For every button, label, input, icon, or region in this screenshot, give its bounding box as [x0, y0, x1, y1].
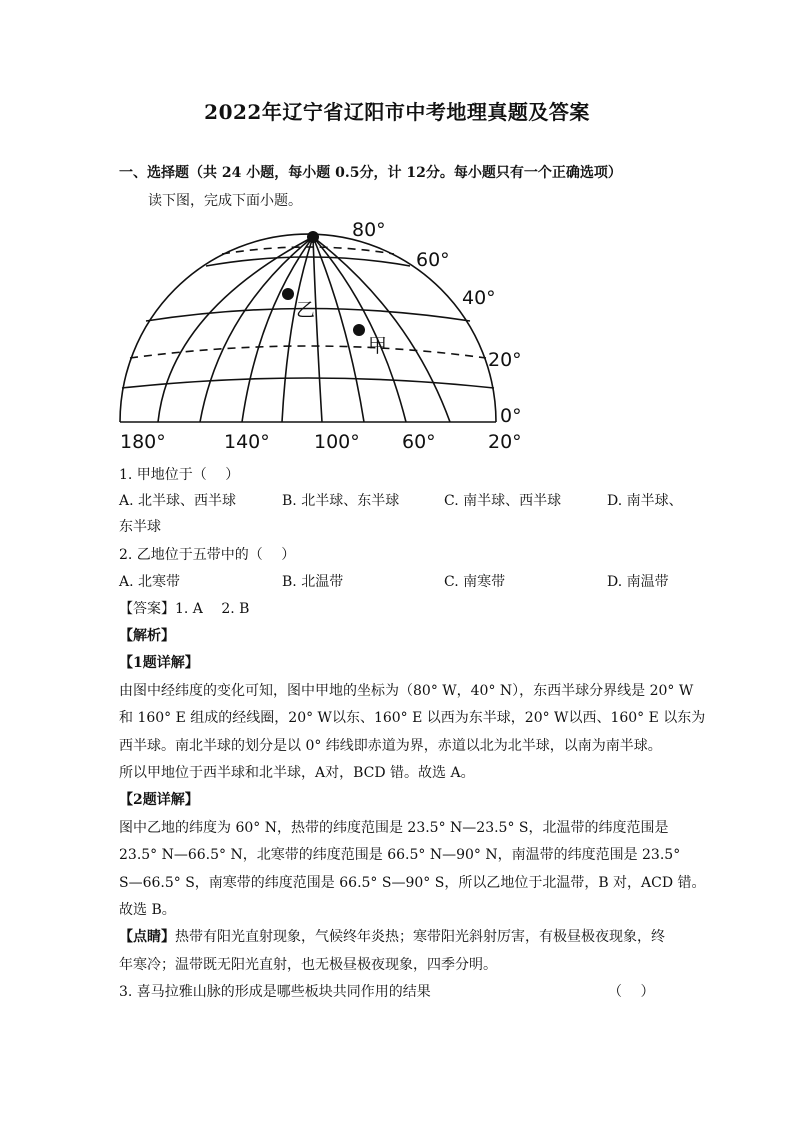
- detail2-line: 故选 B。: [119, 902, 176, 918]
- q1-option-c: C. 南半球、西半球: [444, 493, 562, 509]
- detail2-line: S—66.5° S，南寒带的纬度范围是 66.5° S—90° S，所以乙地位于北温带，B 对，ACD 错。: [119, 875, 706, 891]
- tip-line: 年寒冷；温带既无阳光直射，也无极昼极夜现象，四季分明。: [119, 957, 497, 973]
- parallel-line: [122, 378, 494, 388]
- detail2-label: 【2题详解】: [119, 792, 199, 808]
- section-heading: 一、选择题（共 24 小题，每小题 0.5分，计 12分。每小题只有一个正确选项）: [119, 165, 622, 181]
- q2-option-a: A. 北寒带: [119, 574, 181, 590]
- page-title: 2022年辽宁省辽阳市中考地理真题及答案: [204, 100, 590, 124]
- detail1-label: 【1题详解】: [119, 655, 199, 671]
- lon-label-100: 100°: [314, 431, 360, 453]
- intro-text: 读下图，完成下面小题。: [148, 193, 302, 209]
- q1-option-d: D. 南半球、: [607, 493, 683, 509]
- meridian-line: [282, 237, 316, 422]
- meridian-line: [158, 237, 316, 422]
- tip-text: 热带有阳光直射现象，气候终年炎热；寒带阳光斜射厉害，有极昼极夜现象，终: [175, 929, 665, 945]
- q1-option-b: B. 北半球、东半球: [282, 493, 400, 509]
- detail1-line: 所以甲地位于西半球和北半球，A对，BCD 错。故选 A。: [119, 765, 475, 781]
- point-yi-label: 乙: [296, 299, 316, 321]
- q3-stem: 3. 喜马拉雅山脉的形成是哪些板块共同作用的结果: [119, 984, 431, 1000]
- detail2-line: 图中乙地的纬度为 60° N，热带的纬度范围是 23.5° N—23.5° S，北温带的纬度范围是: [119, 820, 669, 836]
- q2-stem: 2. 乙地位于五带中的（ ）: [119, 547, 296, 563]
- lat-label-40: 40°: [462, 287, 496, 309]
- parallel-line: [206, 257, 410, 266]
- q2-option-b: B. 北温带: [282, 574, 344, 590]
- q1-option-d-cont: 东半球: [119, 519, 161, 535]
- answer-line: 【答案】1. A 2. B: [119, 601, 250, 617]
- q2-option-d: D. 南温带: [607, 574, 669, 590]
- q3-answer-paren: （ ）: [608, 984, 655, 1000]
- tip-line: [119, 928, 665, 946]
- hemisphere-map: [110, 212, 550, 457]
- meridian-line: [242, 237, 316, 422]
- detail1-line: 和 160° E 组成的经线圈，20° W以东、160° E 以西为东半球，20° W以西、160° E 以东为: [119, 710, 706, 726]
- lon-label-20: 20°: [488, 431, 522, 453]
- lat-label-60: 60°: [416, 249, 450, 271]
- q1-stem: 1. 甲地位于（ ）: [119, 467, 240, 483]
- detail1-line: 西半球。南北半球的划分是以 0° 纬线即赤道为界，赤道以北为北半球，以南为南半球。: [119, 738, 662, 754]
- tip-label: 【点睛】: [119, 929, 175, 945]
- point-jia-marker: [353, 324, 365, 336]
- lon-label-140: 140°: [224, 431, 270, 453]
- point-jia-label: 甲: [368, 335, 388, 357]
- detail2-line: 23.5° N—66.5° N，北寒带的纬度范围是 66.5° N—90° N，南温带的纬度范围是 23.5°: [119, 847, 681, 863]
- q2-option-c: C. 南寒带: [444, 574, 506, 590]
- detail1-line: 由图中经纬度的变化可知，图中甲地的坐标为（80° W，40° N），东西半球分界线是 20° W: [119, 683, 694, 699]
- lon-label-180: 180°: [120, 431, 166, 453]
- lon-label-60: 60°: [402, 431, 436, 453]
- meridian-line: [313, 237, 322, 422]
- lat-label-80: 80°: [352, 219, 386, 241]
- q1-option-a: A. 北半球、西半球: [119, 493, 237, 509]
- lat-label-0: 0°: [500, 405, 522, 427]
- lat-label-20: 20°: [488, 349, 522, 371]
- analysis-label: 【解析】: [119, 628, 175, 644]
- point-yi-marker: [282, 288, 294, 300]
- north-pole-point: [307, 231, 319, 243]
